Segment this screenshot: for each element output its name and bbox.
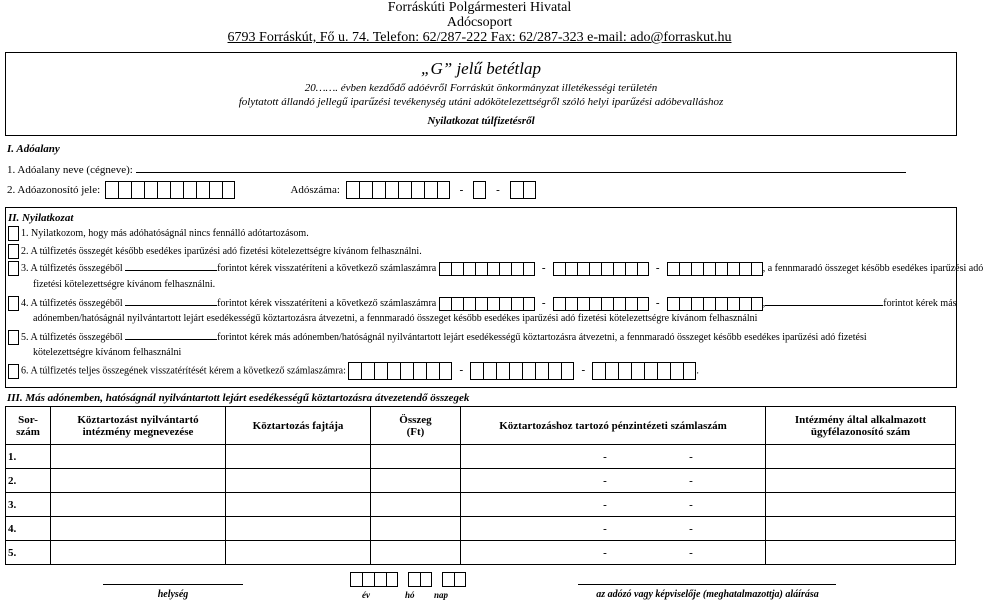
institution-cell[interactable] (51, 493, 226, 517)
row-number: 4. (6, 517, 51, 541)
day-label: nap (434, 590, 449, 600)
statement-1-text: 1. Nyilatkozom, hogy más adóhatóságnál nincs fennálló adótartozásom. (21, 227, 309, 239)
title-line-1: 20……. évben kezdődő adóévről Forráskút önkormányzat illetékességi területén (304, 82, 658, 94)
title-line-3: Nyilatkozat túlfizetésről (427, 115, 535, 127)
tax-number-boxes-2[interactable] (473, 181, 486, 199)
dash: - (459, 364, 464, 377)
name-field[interactable] (136, 172, 906, 173)
client-id-cell[interactable] (766, 517, 956, 541)
statement-3-text-b: forintot kérek visszatéríteni a következő számlaszámra (217, 262, 437, 274)
year-boxes[interactable] (350, 570, 398, 588)
table-row (6, 445, 956, 469)
tax-number-label: Adószáma: (290, 184, 340, 196)
dash: - (459, 183, 464, 196)
amount-field-5[interactable] (125, 339, 217, 340)
col-institution: Köztartozást nyilvántartó intézmény megnevezése (51, 407, 226, 445)
tax-id-boxes[interactable] (105, 181, 235, 199)
statement-3-text-c: , a fennmaradó összeget később esedékes iparűzési adó (762, 262, 983, 274)
statement-6-text: 6. A túlfizetés teljes összegének visszatérítését kérem a következő számlaszámra: (21, 365, 346, 377)
dash: - (581, 364, 586, 377)
debts-table (5, 406, 956, 565)
row-number: 5. (6, 541, 51, 565)
statement-4-text-c: forintot kérek más (883, 297, 957, 309)
client-id-cell[interactable] (766, 469, 956, 493)
month-boxes[interactable] (408, 570, 432, 588)
institution-cell[interactable] (51, 517, 226, 541)
statement-5-text-c: kötelezettségre kívánom felhasználni (33, 347, 182, 358)
type-cell[interactable] (226, 517, 371, 541)
statement-5-text-a: 5. A túlfizetés összegéből (21, 331, 123, 343)
month-label: hó (405, 590, 415, 600)
col-amount (371, 407, 461, 445)
statement-4: 4. A túlfizetés összegéből forintot kérek visszatéríteni a következő számlaszámra - - , forintot kérek más (8, 296, 957, 311)
section2-title: II. Nyilatkozat (8, 212, 74, 224)
type-cell[interactable] (226, 445, 371, 469)
dash: - (603, 498, 607, 511)
account-6-part3[interactable] (592, 362, 696, 380)
year-label: év (362, 590, 370, 600)
dash: - (689, 474, 693, 487)
dash: - (689, 498, 693, 511)
amount-cell[interactable] (371, 493, 461, 517)
dept-name: Adócsoport (446, 15, 513, 30)
account-4-part3[interactable] (667, 297, 763, 311)
dash: - (689, 450, 693, 463)
table-row (6, 469, 956, 493)
page-title: „G” jelű betétlap (421, 59, 541, 78)
section3-title: III. Más adónemben, hatóságnál nyilvántartott lejárt esedékességű köztartozásra átvezetendő összegek (7, 392, 470, 404)
statement-1 (8, 226, 309, 241)
amount-cell[interactable] (371, 517, 461, 541)
client-id-cell[interactable] (766, 445, 956, 469)
statement-4-text-b: forintot kérek visszatéríteni a következő számlaszámra (217, 297, 437, 309)
account-3-part3[interactable] (667, 262, 763, 276)
statement-6: 6. A túlfizetés teljes összegének visszatérítését kérem a következő számlaszámra: - - . (8, 362, 699, 380)
client-id-cell[interactable] (766, 541, 956, 565)
account-3-part2[interactable] (553, 262, 649, 276)
amount-cell[interactable] (371, 469, 461, 493)
row-number: 1. (6, 445, 51, 469)
account-4-part2[interactable] (553, 297, 649, 311)
dash: - (655, 296, 660, 309)
statement-3-text-d: fizetési kötelezettségre kívánom felhasználni. (33, 279, 216, 290)
section1-title: I. Adóalany (7, 143, 60, 155)
account-6-part1[interactable] (348, 362, 452, 380)
tax-number-boxes-1[interactable] (346, 181, 450, 199)
checkbox-5[interactable] (8, 330, 19, 345)
account-4-part1[interactable] (439, 297, 535, 311)
col-amount-unit: (Ft) (406, 425, 425, 438)
account-cell[interactable] (461, 493, 766, 517)
account-3-part1[interactable] (439, 262, 535, 276)
type-cell[interactable] (226, 493, 371, 517)
dash: - (541, 261, 546, 274)
client-id-cell[interactable] (766, 493, 956, 517)
name-row (7, 164, 906, 176)
statement-5 (8, 330, 867, 345)
place-label: helység (157, 589, 189, 600)
org-name: Forráskúti Polgármesteri Hivatal (387, 0, 572, 15)
statement-4-text-d: adónemben/hatóságnál nyilvántartott lejárt esedékességű köztartozásra átvezetni, a fennmaradó összeget később esedékes iparűzési adó fizetési kötelezettségre kívánom felhasználni (33, 313, 758, 324)
signature-line[interactable] (578, 584, 836, 585)
account-cell[interactable] (461, 469, 766, 493)
dash: - (689, 522, 693, 535)
dash: - (655, 261, 660, 274)
checkbox-1[interactable] (8, 226, 19, 241)
checkbox-3[interactable] (8, 261, 19, 276)
tax-number-boxes-3[interactable] (510, 181, 536, 199)
account-cell[interactable] (461, 445, 766, 469)
institution-cell[interactable] (51, 469, 226, 493)
statement-4-text-a: 4. A túlfizetés összegéből (21, 297, 123, 309)
account-cell[interactable] (461, 517, 766, 541)
amount-field-4a[interactable] (125, 305, 217, 306)
institution-cell[interactable] (51, 541, 226, 565)
checkbox-6[interactable] (8, 364, 19, 379)
amount-field-3[interactable] (125, 270, 217, 271)
name-label: 1. Adóalany neve (cégneve): (7, 164, 133, 176)
dash: - (496, 183, 500, 196)
statement-2-text: 2. A túlfizetés összegét később esedékes iparűzési adó fizetési kötelezettségre kívánom felhasználni. (21, 245, 422, 257)
tax-id-label: 2. Adóazonosító jele: (7, 184, 101, 196)
statement-3 (8, 261, 983, 276)
type-cell[interactable] (226, 469, 371, 493)
amount-field-4b[interactable] (765, 305, 883, 306)
place-line[interactable] (103, 584, 243, 585)
statement-5-text-b: forintot kérek más adónemben/hatóságnál nyilvántartott lejárt esedékességű köztartozásra átvezetni, a fennmaradó összeget később esedékes iparűzési adó fizetési (217, 331, 867, 343)
checkbox-2[interactable] (8, 244, 19, 259)
col-client-id: Intézmény által alkalmazott ügyfélazonosító szám (766, 407, 956, 445)
table-row (6, 517, 956, 541)
row-number: 3. (6, 493, 51, 517)
col-account: Köztartozáshoz tartozó pénzintézeti számlaszám (461, 407, 766, 445)
date-boxes[interactable] (350, 570, 466, 588)
dash: - (603, 450, 607, 463)
checkbox-4[interactable] (8, 296, 19, 311)
account-6-part2[interactable] (470, 362, 574, 380)
dash: - (603, 474, 607, 487)
table-row (6, 541, 956, 565)
amount-cell[interactable] (371, 445, 461, 469)
dash: - (603, 522, 607, 535)
amount-cell[interactable] (371, 541, 461, 565)
type-cell[interactable] (226, 541, 371, 565)
title-line-2: folytatott állandó jellegű iparűzési tevékenység utáni adókötelezettségről szóló helyi iparűzési adóbevalláshoz (238, 96, 724, 108)
col-sorszam: Sor-szám (6, 407, 51, 445)
col-type: Köztartozás fajtája (226, 407, 371, 445)
address-line: 6793 Forráskút, Fő u. 74. Telefon: 62/287-222 Fax: 62/287-323 e-mail: ado@forraskut.hu (227, 30, 732, 45)
statement-2 (8, 244, 422, 259)
row-number: 2. (6, 469, 51, 493)
table-row (6, 493, 956, 517)
institution-cell[interactable] (51, 445, 226, 469)
dash: - (603, 546, 607, 559)
dash: - (689, 546, 693, 559)
dash: - (541, 296, 546, 309)
statement-3-text-a: 3. A túlfizetés összegéből (21, 262, 123, 274)
signature-label: az adózó vagy képviselője (meghatalmazottja) aláírása (596, 589, 819, 600)
title-box (5, 52, 957, 136)
id-row (7, 181, 536, 201)
table-header-row (6, 407, 956, 445)
account-cell[interactable] (461, 541, 766, 565)
day-boxes[interactable] (442, 570, 466, 588)
col-amount-label: Összeg (399, 413, 432, 426)
